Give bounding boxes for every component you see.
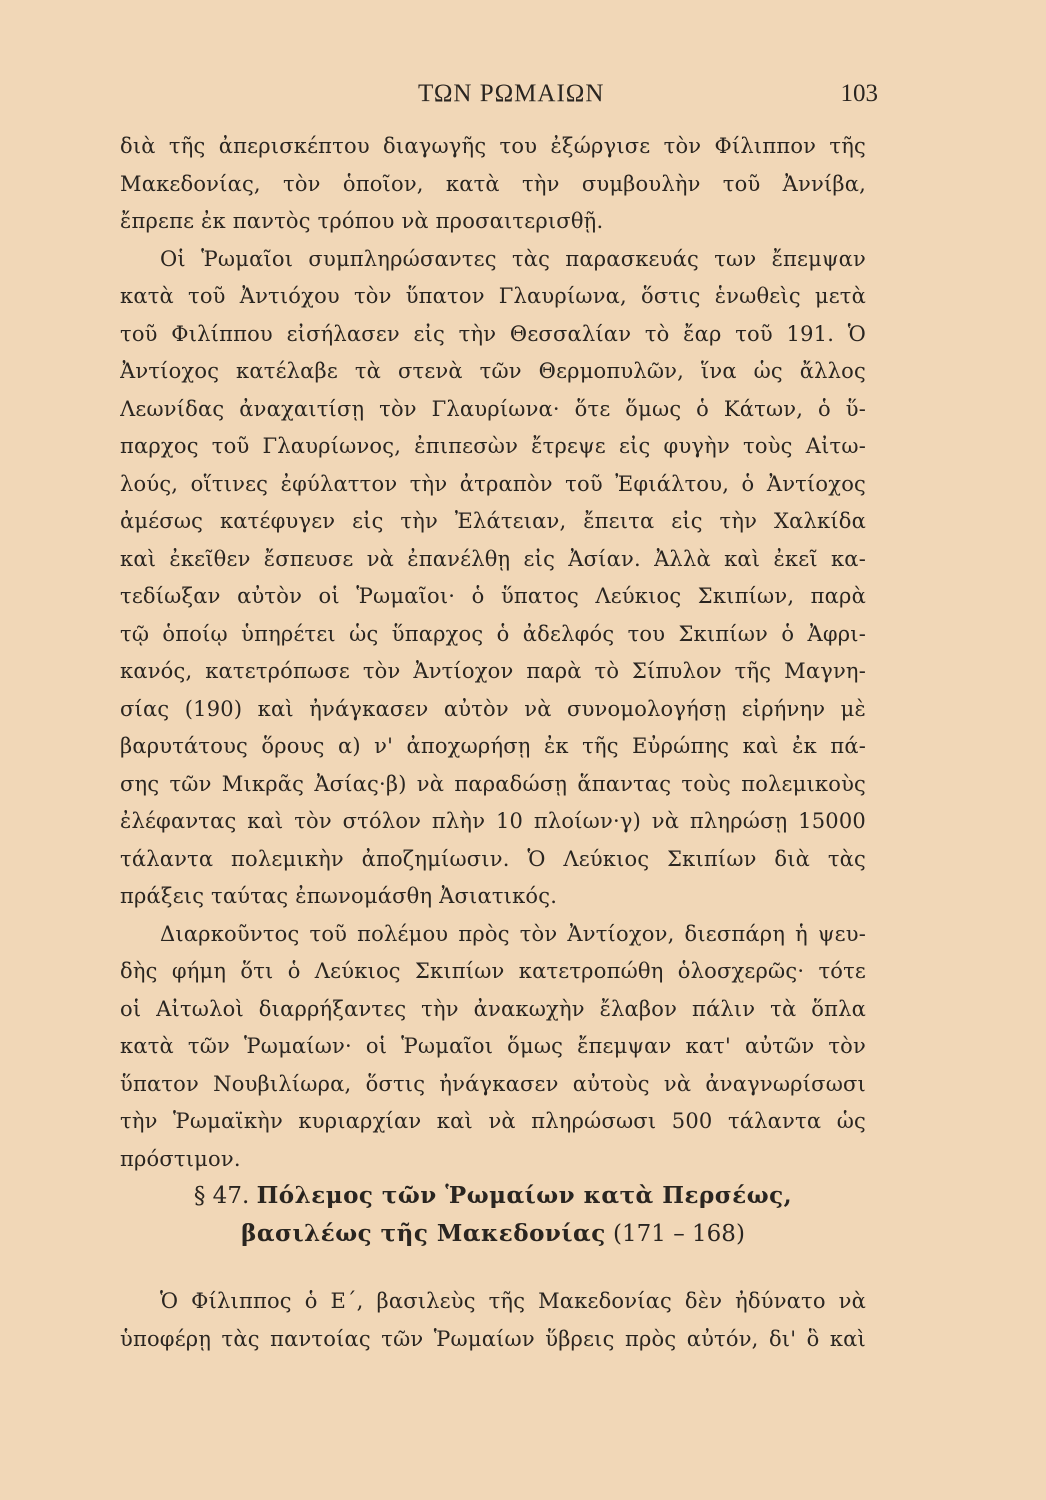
text-line: διὰ τῆς ἀπερισκέπτου διαγωγῆς του ἐξώργισε τὸν Φίλιππον τῆς bbox=[120, 134, 866, 158]
text-line: ἔπρεπε ἐκ παντὸς τρόπου νὰ προσαιτερισθῇ. bbox=[120, 209, 604, 233]
text-line: δὴς φήμη ὅτι ὁ Λεύκιος Σκιπίων κατετροπώθη ὁλοσχερῶς· τότε bbox=[120, 959, 866, 983]
text-line: ἀμέσως κατέφυγεν εἰς τὴν Ἐλάτειαν, ἔπειτα εἰς τὴν Χαλκίδα bbox=[120, 509, 866, 533]
main-text bbox=[120, 128, 866, 1178]
text-line: σίας (190) καὶ ἠνάγκασεν αὐτὸν νὰ συνομολογήσῃ εἰρήνην μὲ bbox=[120, 696, 866, 721]
text-line: βαρυτάτους ὅρους α) ν' ἀποχωρήσῃ ἐκ τῆς Εὐρώπης καὶ ἐκ πά- bbox=[120, 734, 866, 758]
text-line: παρχος τοῦ Γλαυρίωνος, ἐπιπεσὼν ἔτρεψε εἰς φυγὴν τοὺς Αἰτω- bbox=[120, 434, 866, 458]
text-line: ὑποφέρῃ τὰς παντοίας τῶν Ῥωμαίων ὕβρεις πρὸς αὐτόν, δι' ὃ καὶ bbox=[120, 1326, 866, 1351]
page-number: 103 bbox=[840, 80, 878, 107]
section-heading-line-1 bbox=[120, 1177, 866, 1215]
text-line: κανός, κατετρόπωσε τὸν Ἀντίοχον παρὰ τὸ Σίπυλον τῆς Μαγνη- bbox=[120, 659, 866, 683]
text-line: λούς, οἵτινες ἐφύλαττον τὴν ἀτραπὸν τοῦ Ἐφιάλτου, ὁ Ἀντίοχος bbox=[120, 471, 866, 496]
text-line: Ὁ Φίλιππος ὁ Ε΄, βασιλεὺς τῆς Μακεδονίας δὲν ἠδύνατο νὰ bbox=[160, 1289, 866, 1313]
text-line: πρόστιμον. bbox=[120, 1146, 241, 1171]
text-line: τῷ ὁποίῳ ὑπηρέτει ὡς ὕπαρχος ὁ ἀδελφός του Σκιπίων ὁ Ἀφρι- bbox=[120, 621, 866, 646]
text-line: πράξεις ταύτας ἐπωνομάσθη Ἀσιατικός. bbox=[120, 884, 558, 908]
text-line: οἱ Αἰτωλοὶ διαρρήξαντες τὴν ἀνακωχὴν ἔλαβον πάλιν τὰ ὅπλα bbox=[120, 996, 866, 1021]
text-line: Οἱ Ῥωμαῖοι συμπληρώσαντες τὰς παρασκευάς των ἔπεμψαν bbox=[160, 246, 866, 271]
running-title: ΤΩΝ ΡΩΜΑΙΩΝ bbox=[418, 80, 605, 107]
section-dates: (171 – 168) bbox=[613, 1221, 745, 1247]
text-line: ἐλέφαντας καὶ τὸν στόλον πλὴν 10 πλοίων·γ) νὰ πληρώσῃ 15000 bbox=[120, 809, 866, 833]
text-line: τεδίωξαν αὐτὸν οἱ Ῥωμαῖοι· ὁ ὕπατος Λεύκιος Σκιπίων, παρὰ bbox=[120, 584, 866, 608]
section-heading-line-2 bbox=[120, 1215, 866, 1253]
text-line: Λεωνίδας ἀναχαιτίσῃ τὸν Γλαυρίωνα· ὅτε ὅμως ὁ Κάτων, ὁ ὕ- bbox=[120, 396, 866, 421]
text-line: καὶ ἐκεῖθεν ἔσπευσε νὰ ἐπανέλθῃ εἰς Ἀσίαν. Ἀλλὰ καὶ ἐκεῖ κα- bbox=[120, 546, 866, 571]
text-line: Μακεδονίας, τὸν ὁποῖον, κατὰ τὴν συμβουλὴν τοῦ Ἀννίβα, bbox=[120, 171, 866, 196]
section-subtitle: βασιλέως τῆς Μακεδονίας bbox=[241, 1220, 606, 1247]
text-line: τὴν Ῥωμαϊκὴν κυριαρχίαν καὶ νὰ πληρώσωσι 500 τάλαντα ὡς bbox=[120, 1109, 866, 1133]
text-line: σης τῶν Μικρᾶς Ἀσίας·β) νὰ παραδώσῃ ἅπαντας τοὺς πολεμικοὺς bbox=[120, 771, 866, 796]
section-number: § 47. bbox=[193, 1183, 250, 1209]
running-head bbox=[418, 80, 878, 114]
text-line: τοῦ Φιλίππου εἰσήλασεν εἰς τὴν Θεσσαλίαν τὸ ἔαρ τοῦ 191. Ὁ bbox=[120, 321, 866, 346]
text-line: κατὰ τῶν Ῥωμαίων· οἱ Ῥωμαῖοι ὅμως ἔπεμψαν κατ' αὐτῶν τὸν bbox=[120, 1034, 866, 1058]
section-heading bbox=[120, 1177, 866, 1253]
text-line: κατὰ τοῦ Ἀντιόχου τὸν ὕπατον Γλαυρίωνα, ὅστις ἑνωθεὶς μετὰ bbox=[120, 284, 866, 308]
section-title: Πόλεμος τῶν Ῥωμαίων κατὰ Περσέως, bbox=[256, 1182, 793, 1209]
text-line: Ἀντίοχος κατέλαβε τὰ στενὰ τῶν Θερμοπυλῶν, ἵνα ὡς ἄλλος bbox=[120, 359, 866, 383]
text-line: Διαρκοῦντος τοῦ πολέμου πρὸς τὸν Ἀντίοχον, διεσπάρη ἡ ψευ- bbox=[160, 921, 866, 946]
text-line: τάλαντα πολεμικὴν ἀποζημίωσιν. Ὁ Λεύκιος Σκιπίων διὰ τὰς bbox=[120, 846, 866, 871]
section-text bbox=[120, 1283, 866, 1358]
text-line: ὕπατον Νουβιλίωρα, ὅστις ἠνάγκασεν αὐτοὺς νὰ ἀναγνωρίσωσι bbox=[120, 1071, 866, 1096]
